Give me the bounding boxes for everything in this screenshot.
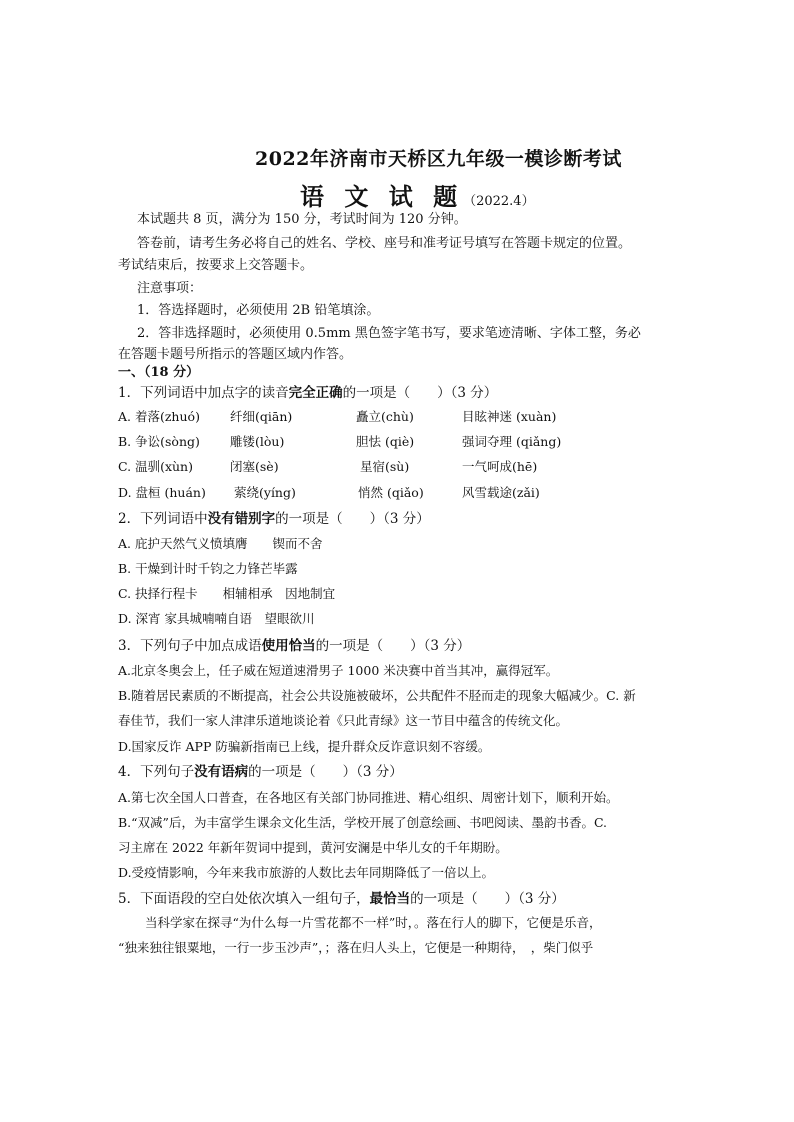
q2-option-b: B. 干燥到计时千钧之力锋芒毕露	[118, 561, 298, 576]
q2-stem-post: 的一项是（ ）（3 分）	[275, 511, 430, 527]
q1-b-3: 胆怯 (qiè)	[356, 434, 415, 449]
q1-b-1: B. 争讼(sòng)	[118, 434, 200, 449]
exam-title: 2022年济南市天桥区九年级一模诊断考试	[255, 148, 622, 170]
q4-stem-pre: 4．下列句子	[118, 764, 195, 780]
q2-option-a: A. 庇护天然气义愤填膺 锲而不舍	[118, 536, 323, 551]
q3-stem-post: 的一项是（ ）（3 分）	[315, 638, 471, 654]
q1-a-3: 矗立(chù)	[356, 409, 414, 424]
question-1	[118, 385, 497, 401]
q1-c-1: C. 温驯(xùn)	[118, 459, 193, 474]
q3-line-1: A.北京冬奥会上，任子威在短道速滑男子 1000 米决赛中首当其冲，赢得冠军。	[118, 663, 559, 678]
q1-option-b	[118, 434, 718, 450]
q4-line-3: 习主席在 2022 年新年贺词中提到，黄河安澜是中华儿女的千年期盼。	[118, 840, 508, 855]
exam-subtitle	[300, 177, 535, 212]
q3-line-2: B.随着居民素质的不断提高，社会公共设施被破坏，公共配件不胫而走的现象大幅减少。C. 新	[118, 688, 636, 703]
intro-line-3: 考试结束后，按要求上交答题卡。	[118, 258, 314, 273]
q1-stem-pre: 1．下列词语中加点字的读音	[118, 385, 289, 401]
q1-a-2: 纤细(qiān)	[230, 409, 293, 424]
subject-title: 语 文 试 题	[300, 182, 464, 211]
q1-a-4: 目眩神迷 (xuàn)	[462, 409, 557, 424]
q1-d-2: 萦绕(yíng)	[234, 485, 296, 500]
q1-c-4: 一气呵成(hē)	[462, 459, 538, 474]
question-4	[118, 764, 403, 780]
q1-c-2: 闭塞(sè)	[230, 459, 279, 474]
question-5	[118, 891, 565, 907]
q3-stem-bold: 使用恰当	[261, 638, 316, 654]
q1-option-d	[118, 485, 718, 501]
q5-stem-bold: 最恰当	[369, 891, 411, 907]
q1-c-3: 星宿(sù)	[360, 459, 410, 474]
q1-d-1: D. 盘桓 (huán)	[118, 485, 206, 500]
q1-b-4: 强词夺理 (qiǎng)	[462, 434, 562, 449]
question-2	[118, 511, 430, 527]
notice-1: 1．答选择题时，必须使用 2B 铅笔填涂。	[137, 303, 380, 318]
notice-title: 注意事项：	[137, 281, 203, 296]
intro-line-2: 答卷前，请考生务必将自己的姓名、学校、座号和准考证号填写在答题卡规定的位置。	[137, 236, 632, 251]
q4-line-1: A.第七次全国人口普查，在各地区有关部门协同推进、精心组织、周密计划下，顺利开始。	[118, 790, 619, 805]
q4-line-4: D.受疫情影响，今年来我市旅游的人数比去年同期降低了一倍以上。	[118, 865, 495, 880]
question-3	[118, 638, 470, 654]
q5-line-1: 当科学家在探寻“为什么每一片雪花都不一样”时，。落在行人的脚下，它便是乐音，	[145, 915, 602, 930]
q3-line-4: D.国家反诈 APP 防骗新指南已上线，提升群众反诈意识刻不容缓。	[118, 739, 491, 754]
q2-option-d: D. 深宵 家具城喃喃自语 望眼欲川	[118, 611, 315, 626]
q4-stem-post: 的一项是（ ）（3 分）	[248, 764, 403, 780]
q3-line-3: 春佳节，我们一家人津津乐道地谈论着《只此青绿》这一节目中蕴含的传统文化。	[118, 713, 569, 728]
q2-option-c: C. 抉择行程卡 相辅相承 因地制宜	[118, 586, 336, 601]
q1-option-c	[118, 459, 718, 475]
q3-stem-pre: 3．下列句子中加点成语	[118, 638, 262, 654]
q1-d-3: 悄然 (qiǎo)	[358, 485, 424, 500]
q1-d-4: 风雪载途(zǎi)	[462, 485, 540, 500]
q5-line-2: “独来独往银粟地，一行一步玉沙声”，；落在归人头上，它便是一种期待， ，柴门似乎	[118, 940, 594, 955]
section-heading: 一、（18 分）	[118, 365, 200, 380]
q2-stem-bold: 没有错别字	[207, 511, 276, 527]
intro-line-1: 本试题共 8 页，满分为 150 分，考试时间为 120 分钟。	[137, 212, 467, 227]
q1-stem-bold: 完全正确	[288, 385, 343, 401]
q1-b-2: 雕镂(lòu)	[230, 434, 285, 449]
notice-2b: 在答题卡题号所指示的答题区域内作答。	[118, 347, 353, 362]
notice-2a: 2．答非选择题时，必须使用 0.5mm 黑色签字笔书写，要求笔迹清晰、字体工整，务必	[137, 326, 641, 341]
q1-stem-post: 的一项是（ ）（3 分）	[342, 385, 498, 401]
q1-option-a	[118, 409, 718, 425]
q2-stem-pre: 2．下列词语中	[118, 511, 208, 527]
q4-line-2: B.“双减”后，为丰富学生课余文化生活，学校开展了创意绘画、书吧阅读、墨韵书香。C.	[118, 815, 608, 830]
exam-date: （2022.4）	[463, 194, 535, 209]
q5-stem-post: 的一项是（ ）（3 分）	[410, 891, 565, 907]
q5-stem-pre: 5．下面语段的空白处依次填入一组句子，	[118, 891, 370, 907]
q4-stem-bold: 没有语病	[194, 764, 249, 780]
q1-a-1: A. 着落(zhuó)	[118, 409, 200, 424]
